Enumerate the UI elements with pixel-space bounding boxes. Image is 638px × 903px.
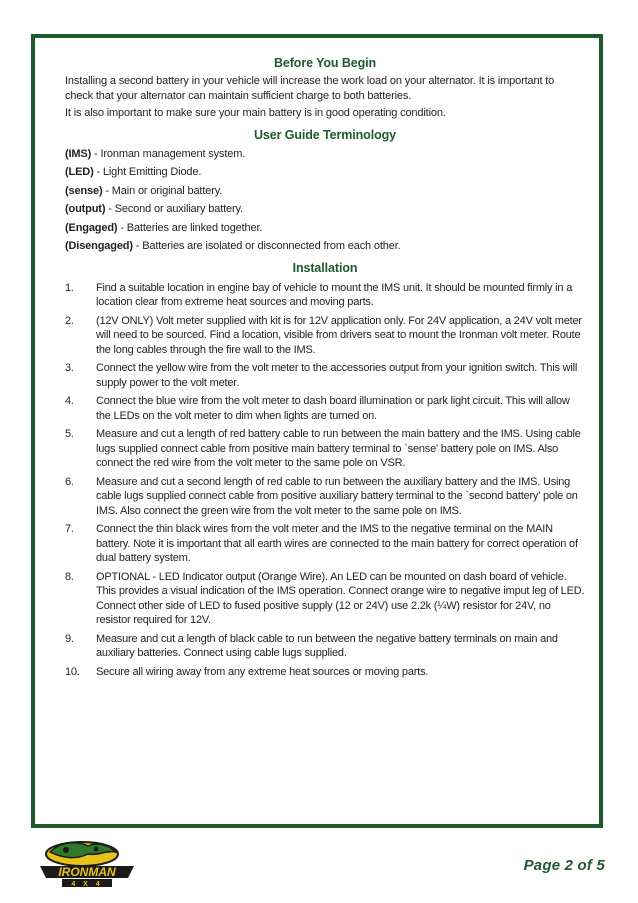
term-definition: - Batteries are linked together. [117,221,263,234]
installation-heading: Installation [292,260,358,275]
term-item [65,184,585,199]
logo-wordmark: IRONMAN [58,865,116,879]
ironman-logo-graphic [36,840,138,888]
before-paragraph-2: It is also important to make sure your main battery is in good operating condition. [65,107,446,119]
term-name: (Disengaged) [65,240,133,252]
step-text: Connect the yellow wire from the volt meter to the accessories output from your ignition switch. This will supply power to the volt meter. [96,362,578,389]
step-text: Measure and cut a length of red battery cable to run between the main battery and the IMS. Using cable lugs supplied connect cable from positive main battery terminal to `sense' battery pole on IMS. Also connect the red wire from the volt meter to the same pole on VSR. [96,428,581,469]
installation-steps-list [65,281,585,680]
installation-step [65,665,585,680]
step-number: 9. [65,632,74,645]
installation-step [65,361,585,390]
step-number: 5. [65,428,74,440]
document-body [65,52,585,683]
ironman-logo [36,840,138,888]
term-definition: - Second or auxiliary battery. [105,203,243,215]
term-definition: - Main or original battery. [102,184,223,197]
step-number: 2. [65,314,74,327]
step-text: Connect the blue wire from the volt meter to dash board illumination or park light circuit. This will allow the LEDs on the volt meter to dim when lights are turned on. [96,395,570,422]
term-item [65,165,585,180]
before-paragraph-1: Installing a second battery in your vehicle will increase the work load on your alternator. It is important to check that your alternator can maintain sufficient charge to both batteries. [65,75,555,102]
term-definition: - Light Emitting Diode. [93,166,202,178]
logo-subtext: 4 X 4 [71,881,103,888]
step-text: Find a suitable location in engine bay of vehicle to mount the IMS unit. It should be mounted firmly in a location clear from extreme heat sources and moving parts. [96,281,573,308]
term-item [65,221,585,236]
terminology-heading: User Guide Terminology [253,127,397,142]
step-text: Secure all wiring away from any extreme heat sources or moving parts. [96,665,429,678]
installation-step [65,314,585,358]
installation-step [65,632,585,661]
term-name: (LED) [65,166,94,178]
step-number: 7. [65,523,74,535]
step-text: Measure and cut a length of black cable to run between the negative battery terminals on main and auxiliary batteries. Connect using cable lugs supplied. [96,632,558,659]
term-name: (output) [65,203,106,215]
step-number: 6. [65,475,74,488]
step-number: 8. [65,570,74,583]
term-definition: - Ironman management system. [91,147,246,160]
installation-step [65,281,585,310]
step-text: (12V ONLY) Volt meter supplied with kit is for 12V application only. For 24V application, a 24V volt meter will need to be sourced. Find a location, visible from drivers seat to mount the Ironman volt meter. Route the long cables through the fire wall to the IMS. [96,314,582,356]
term-item [65,147,585,162]
installation-step [65,570,585,628]
before-you-begin-heading: Before You Begin [273,56,377,70]
installation-step [65,475,585,519]
term-name: (IMS) [65,147,92,160]
step-text: Measure and cut a second length of red cable to run between the auxiliary battery and the IMS. Using cable lugs supplied connect cable from positive auxiliary battery terminal to the `second battery' pole on IMS. Also connect the green wire from the volt meter to the same pole on IMS. [96,475,578,517]
term-definition: - Batteries are isolated or disconnected from each other. [132,240,401,252]
step-number: 1. [65,281,74,294]
installation-step [65,427,585,471]
term-name: (sense) [65,184,103,197]
term-item [65,239,585,254]
step-number: 4. [65,395,74,407]
term-item [65,202,585,217]
term-name: (Engaged) [65,221,118,234]
step-number: 10. [65,665,80,678]
installation-step [65,394,585,423]
step-text: Connect the thin black wires from the volt meter and the IMS to the negative terminal on the MAIN battery. Note it is important that all earth wires are connected to the main battery for correct operation of dual battery system. [96,523,578,564]
step-number: 3. [65,362,74,374]
page-number-label: Page 2 of 5 [523,857,605,874]
terminology-list [65,147,585,254]
installation-step [65,522,585,566]
step-text: OPTIONAL - LED Indicator output (Orange Wire). An LED can be mounted on dash board of vehicle. This provides a visual indication of the IMS operation. Connect orange wire to negative imput leg of LED. Connect other side of LED to fused positive supply (12 or 24V) use 2.2k (¼W) resistor for 24V, no resistor required for 12V. [96,570,585,626]
